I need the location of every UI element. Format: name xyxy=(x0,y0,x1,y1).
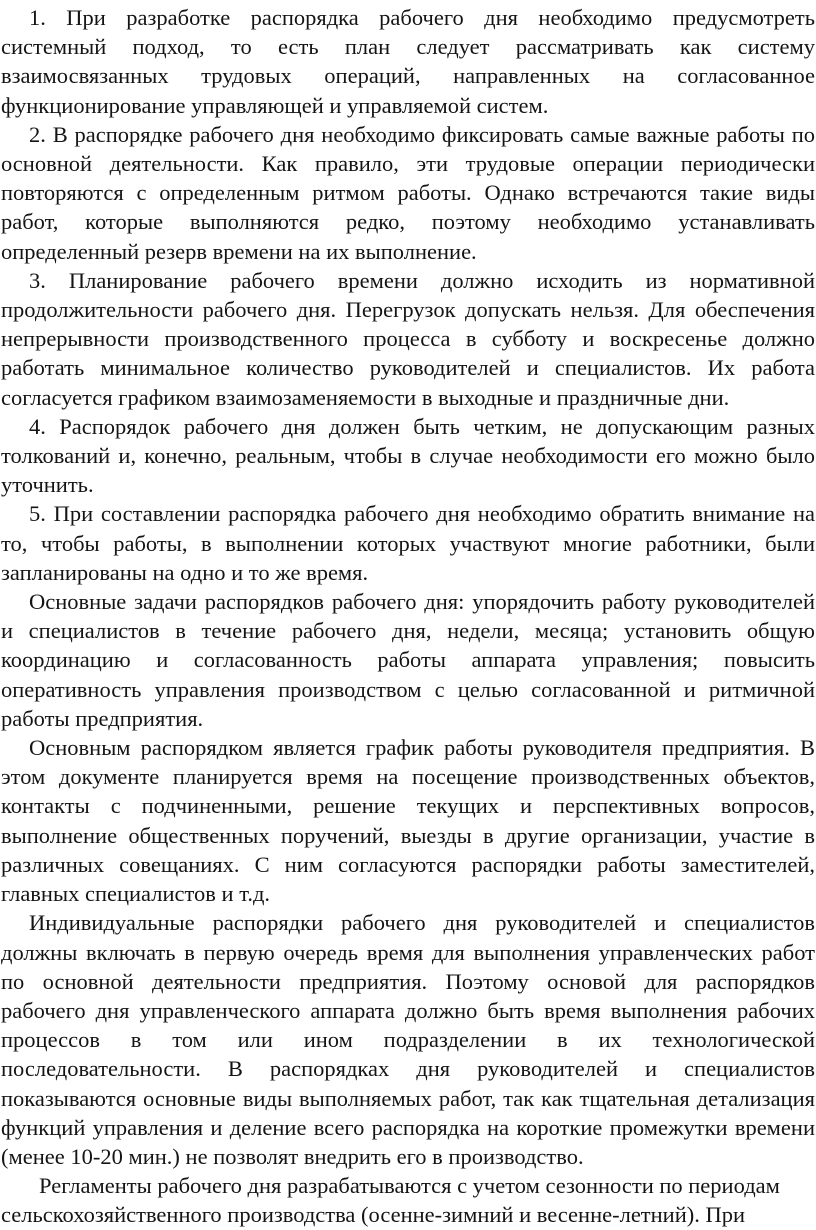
paragraph-3: 3. Планирование рабочего времени должно исходить из нормативной продолжительности рабочего дня. Перегрузок допускать нельзя. Для обеспечения непрерывности производственного процесса в субботу и воскресенье должно работать минимальное количество руководителей и специалистов. Их работа согласуется графиком взаимозаменяемости в выходные и праздничные дни. xyxy=(1,267,815,410)
paragraph-1: 1. При разработке распорядка рабочего дня необходимо предусмотреть системный подход, то есть план следует рассматривать как систему взаимосвязанных трудовых операций, направленных на согласованное функционирование управляющей и управляемой систем. xyxy=(1,5,815,118)
paragraph-5: 5. При составлении распорядка рабочего дня необходимо обратить внимание на то, чтобы работы, в выполнении которых участвуют многие работники, были запланированы на одно и то же время. xyxy=(1,501,815,585)
paragraph-individual-schedules: Индивидуальные распорядки рабочего дня руководителей и специалистов должны включать в первую очередь время для выполнения управленческих работ по основной деятельности предприятия. Поэтому основой для распорядков рабочего дня управленческого аппарата должно быть время выполнения рабочих процессов в том или ином подразделении в их технологической последовательности. В распорядках дня руководителей и специалистов показываются основные виды выполняемых работ, так как тщательная детализация функций управления и деление всего распорядка на короткие промежутки времени (менее 10-20 мин.) не позволят внедрить его в производство. xyxy=(1,910,815,1169)
paragraph-regulations: Регламенты рабочего дня разрабатываются с учетом сезонности по периодам сельскохозяйственного производства (осенне-зимний и весенне-летний). При xyxy=(1,1173,780,1228)
paragraph-main-tasks: Основные задачи распорядков рабочего дня: упорядочить работу руководителей и специалистов в течение рабочего дня, недели, месяца; установить общую координацию и согласованность работы аппарата управления; повысить оперативность управления производством с целью согласованной и ритмичной работы предприятия. xyxy=(1,589,815,731)
paragraph-2: 2. В распорядке рабочего дня необходимо фиксировать самые важные работы по основной деятельности. Как правило, эти трудовые операции периодически повторяются с определенным ритмом работы. Однако встречаются такие виды работ, которые выполняются редко, поэтому необходимо устанавливать определенный резерв времени на их выполнение. xyxy=(1,121,815,264)
paragraph-main-schedule: Основным распорядком является график работы руководителя предприятия. В этом документе планируется время на посещение производственных объектов, контакты с подчиненными, решение текущих и перспективных вопросов, выполнение общественных поручений, выезды в другие организации, участие в различных совещаниях. С ним согласуются распорядки работы заместителей, главных специалистов и т.д. xyxy=(1,735,815,907)
paragraph-4: 4. Распорядок рабочего дня должен быть четким, не допускающим разных толкований и, конечно, реальным, чтобы в случае необходимости его можно было уточнить. xyxy=(1,413,815,498)
